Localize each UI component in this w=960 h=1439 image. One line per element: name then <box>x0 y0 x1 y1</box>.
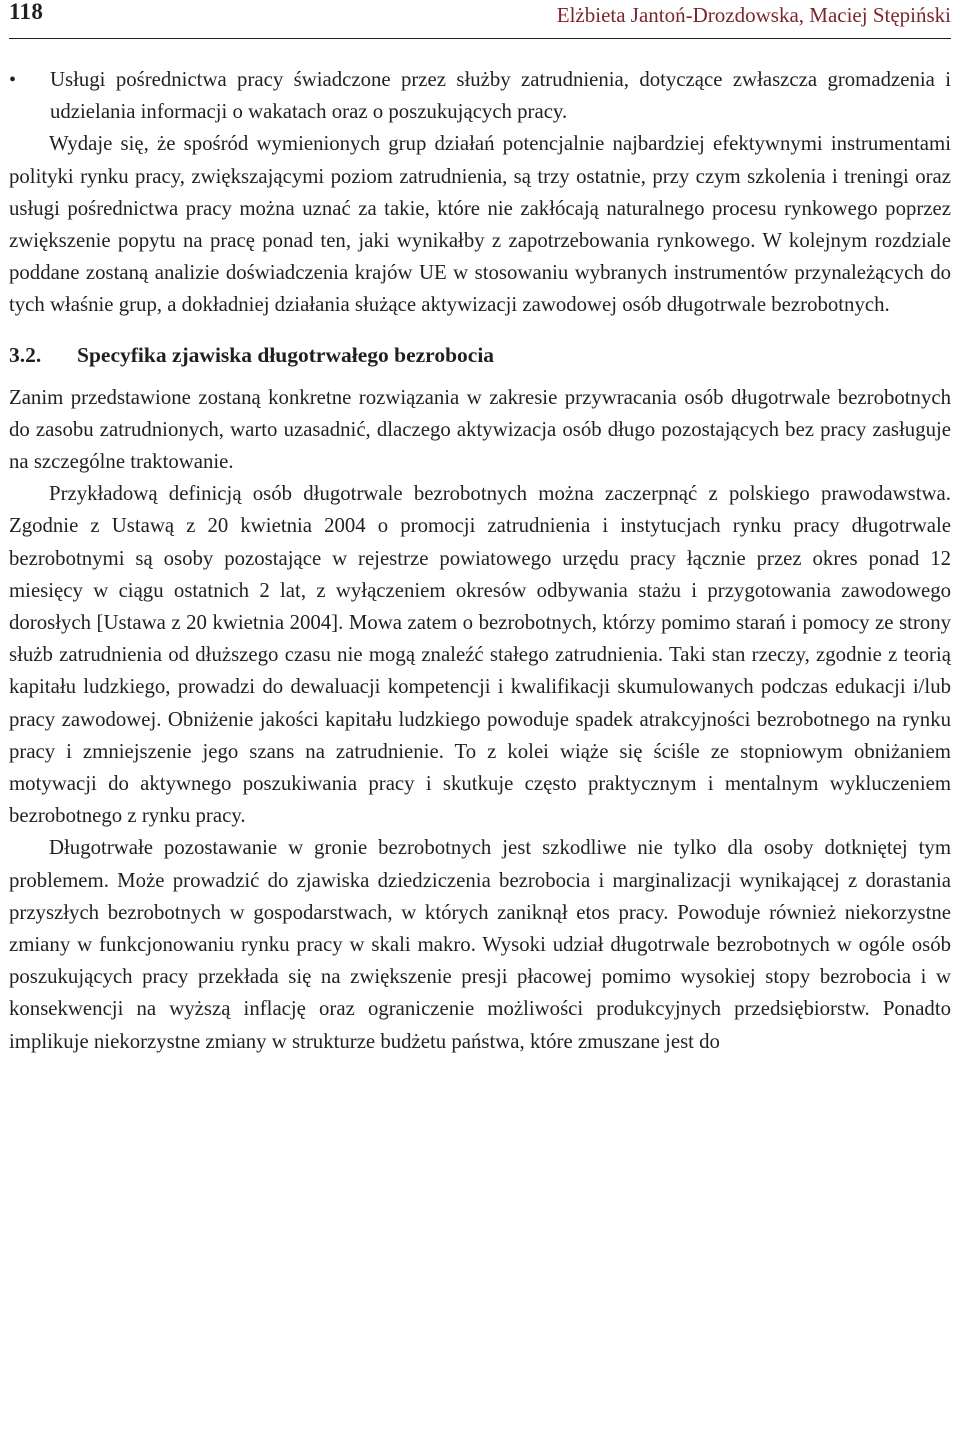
bullet-icon: • <box>9 69 17 91</box>
section-number: 3.2. <box>9 342 42 367</box>
section-title: Specyfika zjawiska długotrwałego bezrobocia <box>77 342 495 367</box>
running-head-authors: Elżbieta Jantoń-Drozdowska, Maciej Stępiński <box>556 3 951 27</box>
section-heading <box>9 322 951 382</box>
page-body <box>9 64 951 1058</box>
page-number: 118 <box>9 0 44 24</box>
paragraph: Długotrwałe pozostawanie w gronie bezrobotnych jest szkodliwe nie tylko dla osoby dotkniętej tym problemem. Może prowadzić do zjawiska dziedziczenia bezrobocia i marginalizacji wynikającej z dorastania przyszłych bezrobotnych w gospodarstwach, w których zaniknął etos pracy. Powoduje również niekorzystne zmiany w funkcjonowaniu rynku pracy w skali makro. Wysoki udział długotrwale bezrobotnych w ogóle osób poszukujących pracy przekłada się na zwiększenie presji płacowej pomimo wysokiej stopy bezrobocia i w konsekwencji na wyższą inflację oraz ograniczenie możliwości produkcyjnych przedsiębiorstw. Ponadto implikuje niekorzystne zmiany w strukturze budżetu państwa, które zmuszane jest do <box>9 836 951 1053</box>
paragraph: Wydaje się, że spośród wymienionych grup działań potencjalnie najbardziej efektywnymi instrumentami polityki rynku pracy, zwiększającymi poziom zatrudnienia, są trzy ostatnie, przy czym szkolenia i treningi oraz usługi pośrednictwa pracy można uznać za takie, które nie zakłócają naturalnego procesu rynkowego poprzez zwiększenie popytu na pracę ponad ten, jaki wynikałby z zapotrzebowania rynkowego. W kolejnym rozdziale poddane zostaną analizie doświadczenia krajów UE w stosowaniu wybranych instrumentów przynależących do tych właśnie grup, a dokładniej działania służące aktywizacji zawodowej osób długotrwale bezrobotnych. <box>9 132 951 317</box>
paragraph: Przykładową definicją osób długotrwale bezrobotnych można zaczerpnąć z polskiego prawodawstwa. Zgodnie z Ustawą z 20 kwietnia 2004 o promocji zatrudnienia i instytucjach rynku pracy długotrwale bezrobotnymi są osoby pozostające w rejestrze powiatowego urzędu pracy łącznie przez okres ponad 12 miesięcy w ciągu ostatnich 2 lat, z wyłączeniem okresów odbywania stażu i przygotowania zawodowego dorosłych [Ustawa z 20 kwietnia 2004]. Mowa zatem o bezrobotnych, którzy pomimo starań i pomocy ze strony służb zatrudnienia od dłuższego czasu nie mogą znaleźć stałego zatrudnienia. Taki stan rzeczy, zgodnie z teorią kapitału ludzkiego, prowadzi do dewaluacji kompetencji i kwalifikacji skumulowanych podczas edukacji i/lub pracy zawodowej. Obniżenie jakości kapitału ludzkiego powoduje spadek atrakcyjności bezrobotnego na rynku pracy i zmniejszenie jego szans na zatrudnienie. To z kolei wiąże się ściśle ze stopniowym obniżaniem motywacji do aktywnego poszukiwania pracy i skutkuje często praktycznym i mentalnym wykluczeniem bezrobotnego z rynku pracy. <box>9 482 951 828</box>
page-header <box>9 0 951 39</box>
paragraph: Zanim przedstawione zostaną konkretne rozwiązania w zakresie przywracania osób długotrwale bezrobotnych do zasobu zatrudnionych, warto uzasadnić, dlaczego aktywizacja osób długo pozostających bez pracy zasługuje na szczególne traktowanie. <box>9 385 951 474</box>
bullet-item <box>9 64 951 128</box>
bullet-text: Usługi pośrednictwa pracy świadczone przez służby zatrudnienia, dotyczące zwłaszcza gromadzenia i udzielania informacji o wakatach oraz o poszukujących pracy. <box>50 68 951 124</box>
